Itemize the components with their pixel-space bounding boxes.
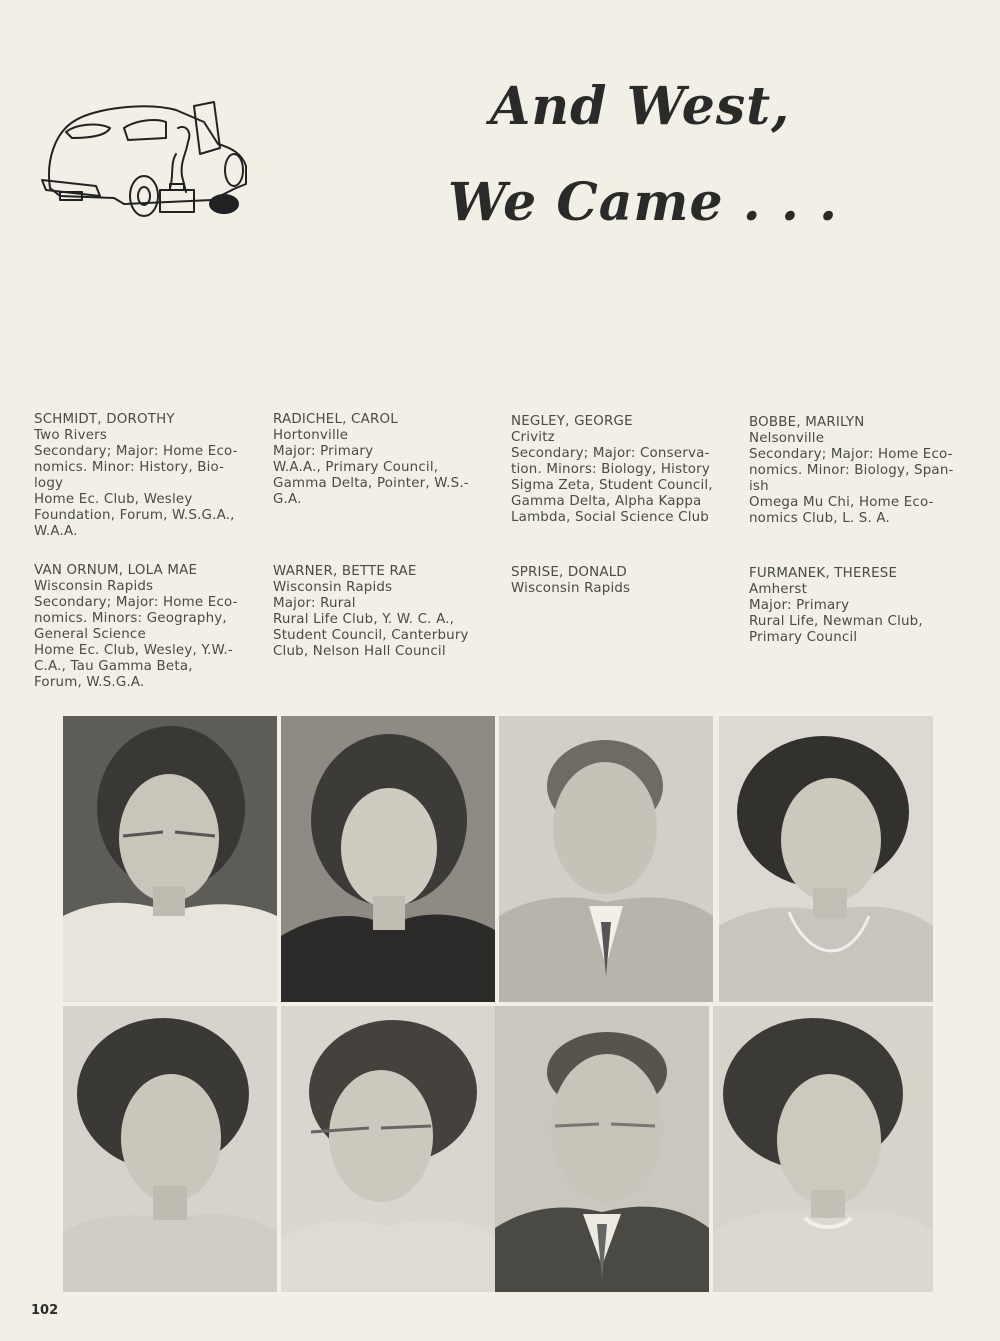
bio-line: Major: Primary — [749, 598, 850, 613]
bio-line: Major: Primary — [273, 444, 374, 459]
bio-line: Rural Life Club, Y. W. C. A., — [273, 612, 455, 627]
bio-line: Lambda, Social Science Club — [511, 510, 710, 525]
bio-negley-george — [511, 414, 727, 526]
bio-line: nomics. Minor: History, Bio- — [34, 460, 225, 475]
bio-name: SPRISE, DONALD — [511, 565, 627, 580]
bio-line: logy — [34, 476, 64, 491]
bio-line: Major: Rural — [273, 596, 356, 611]
bio-name: WARNER, BETTE RAE — [273, 564, 417, 579]
bio-name: RADICHEL, CAROL — [273, 412, 398, 427]
bio-name: VAN ORNUM, LOLA MAE — [34, 563, 198, 578]
portrait-photo-furmanek — [713, 1006, 933, 1292]
bio-line: Home Ec. Club, Wesley — [34, 492, 193, 507]
bio-line: nomics. Minors: Geography, — [34, 611, 227, 626]
bio-line: Secondary; Major: Conserva- — [511, 446, 710, 461]
portrait-grid — [63, 716, 937, 1292]
portrait-photo-sprise — [495, 1006, 709, 1292]
bio-line: Primary Council — [749, 630, 858, 645]
portrait-photo-warner — [281, 1006, 495, 1292]
portrait-photo-bobbe — [719, 716, 933, 1002]
bio-line: Two Rivers — [34, 428, 108, 443]
bio-radichel-carol — [273, 412, 489, 508]
bio-line: C.A., Tau Gamma Beta, — [34, 659, 193, 674]
bio-sprise-donald — [511, 565, 727, 597]
bio-line: Gamma Delta, Alpha Kappa — [511, 494, 702, 509]
bio-line: Foundation, Forum, W.S.G.A., — [34, 508, 235, 523]
bio-line: Secondary; Major: Home Eco- — [749, 447, 953, 462]
bio-furmanek-therese — [749, 566, 965, 646]
bio-van-ornum-lola-mae — [34, 563, 250, 691]
bio-name: BOBBE, MARILYN — [749, 415, 865, 430]
bio-name: NEGLEY, GEORGE — [511, 414, 633, 429]
bio-line: Wisconsin Rapids — [511, 581, 631, 596]
portrait-photo-negley — [499, 716, 713, 1002]
portrait-photo-schmidt — [63, 716, 277, 1002]
portrait-photo-van-ornum — [63, 1006, 277, 1292]
bio-line: W.A.A. — [34, 524, 78, 539]
bio-line: tion. Minors: Biology, History — [511, 462, 710, 477]
bio-line: Student Council, Canterbury — [273, 628, 469, 643]
bio-name: FURMANEK, THERESE — [749, 566, 898, 581]
bio-line: Omega Mu Chi, Home Eco- — [749, 495, 934, 510]
page-title-line-1: And West, — [490, 76, 791, 137]
bio-line: Club, Nelson Hall Council — [273, 644, 446, 659]
bio-line: Amherst — [749, 582, 808, 597]
bio-line: Crivitz — [511, 430, 555, 445]
bio-line: Rural Life, Newman Club, — [749, 614, 923, 629]
bio-name: SCHMIDT, DOROTHY — [34, 412, 175, 427]
bio-line: Sigma Zeta, Student Council, — [511, 478, 713, 493]
bio-bobbe-marilyn — [749, 415, 965, 527]
bio-line: Forum, W.S.G.A. — [34, 675, 145, 690]
bio-schmidt-dorothy — [34, 412, 250, 540]
bio-line: ish — [749, 479, 769, 494]
bio-line: nomics. Minor: Biology, Span- — [749, 463, 954, 478]
page-title-line-2: We Came . . . — [448, 172, 839, 233]
bio-line: Gamma Delta, Pointer, W.S.- — [273, 476, 469, 491]
bio-line: G.A. — [273, 492, 302, 507]
bio-line: Wisconsin Rapids — [34, 579, 154, 594]
bio-line: Hortonville — [273, 428, 349, 443]
portrait-photo-radichel — [281, 716, 495, 1002]
bio-line: General Science — [34, 627, 146, 642]
bio-line: Wisconsin Rapids — [273, 580, 393, 595]
page-number: 102 — [31, 1303, 59, 1318]
bio-line: W.A.A., Primary Council, — [273, 460, 439, 475]
bio-line: Home Ec. Club, Wesley, Y.W.- — [34, 643, 233, 658]
bio-line: Secondary; Major: Home Eco- — [34, 444, 238, 459]
bio-line: Secondary; Major: Home Eco- — [34, 595, 238, 610]
bio-line: nomics Club, L. S. A. — [749, 511, 890, 526]
car-illustration — [36, 92, 256, 224]
bio-line: Nelsonville — [749, 431, 825, 446]
bio-warner-bette-rae — [273, 564, 489, 660]
